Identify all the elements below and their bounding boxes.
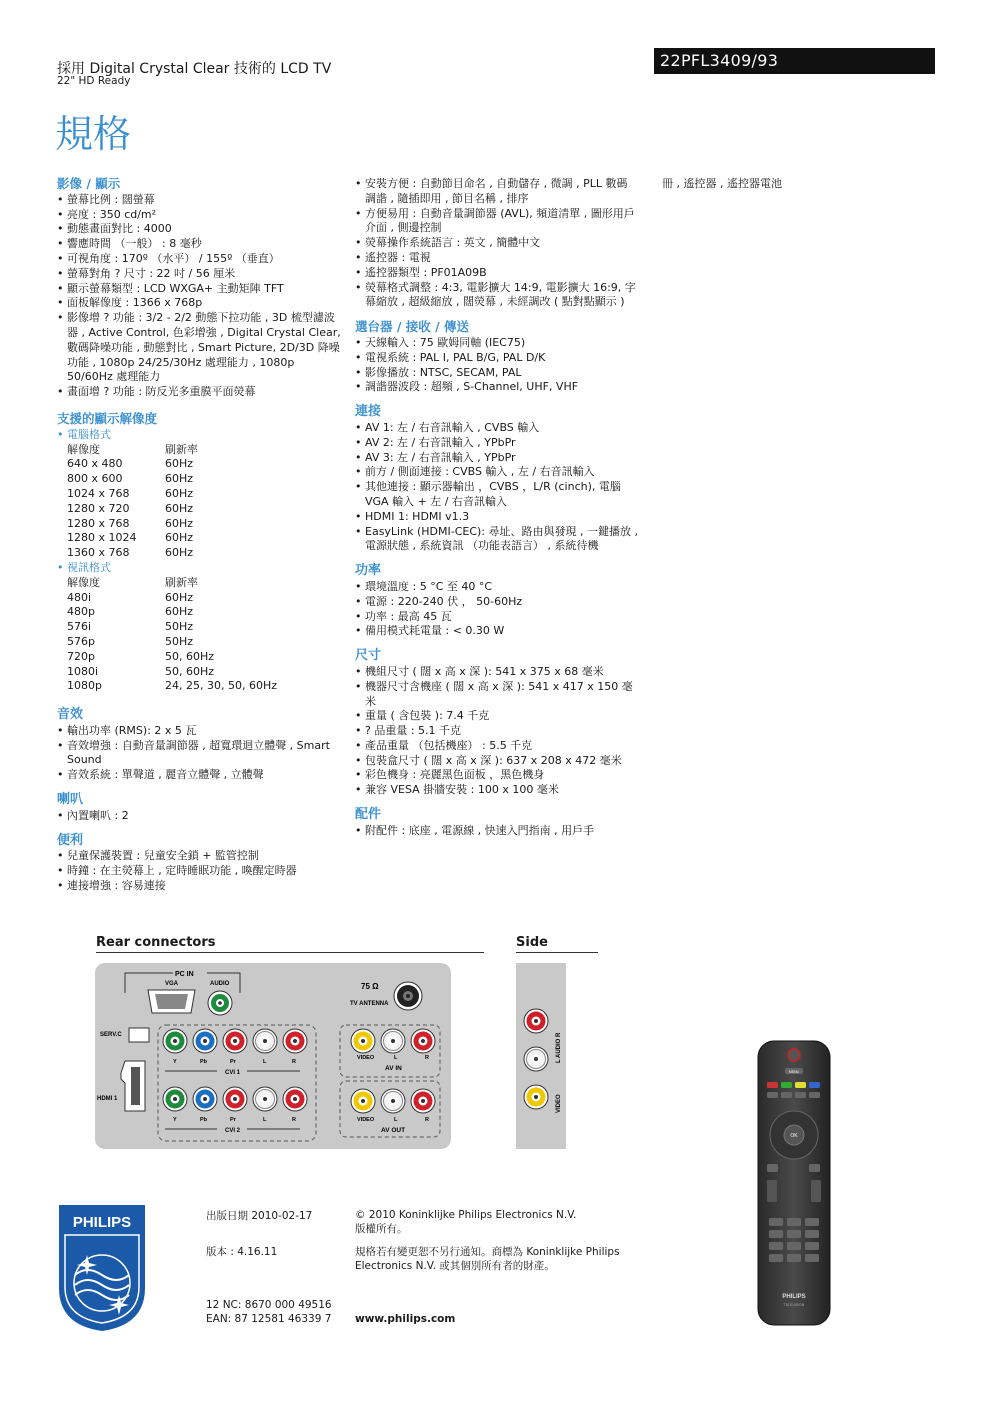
rca-port (223, 1087, 247, 1111)
table-row (67, 531, 198, 546)
table-row (67, 487, 198, 502)
pr-label: Pr (230, 1059, 236, 1065)
remote-control-image (755, 1040, 833, 1326)
rca-port (163, 1029, 187, 1053)
resolution-cell: 1280 x 1024 (67, 531, 137, 545)
resolution-cell: 720p (67, 649, 95, 663)
color-key (781, 1082, 792, 1088)
nav-key (809, 1164, 820, 1172)
rca-port (524, 1085, 548, 1109)
spec-item: • 前方 / 側面連接 : CVBS 輸入 , 左 / 右音訊輸入 (355, 465, 638, 480)
table-row (67, 472, 198, 487)
resolution-cell: 1360 x 768 (67, 546, 130, 560)
table-row (67, 605, 277, 620)
refresh-rate-cell: 50, 60Hz (165, 664, 215, 678)
power-icon (788, 1049, 800, 1061)
spec-item: • 功率 : 最高 45 瓦 (355, 610, 638, 625)
rca-port (193, 1087, 217, 1111)
refresh-rate-cell: 50Hz (165, 634, 194, 648)
logo-text: PHILIPS (72, 1214, 132, 1231)
spec-item: • 其他連接 : 顯示器輸出 ，CVBS ，L/R (cinch), 電腦 VGA 輸入 + 左 / 右音訊輸入 (355, 480, 638, 510)
refresh-rate-cell: 50Hz (165, 620, 194, 634)
spec-item: • 螢幕比例 : 闊螢幕 (57, 193, 342, 208)
pc-resolution-table (67, 443, 198, 561)
spec-item: • 兼容 VESA 掛牆安裝 : 100 x 100 毫米 (355, 783, 638, 798)
ok-label: OK (790, 1133, 798, 1139)
number-key (769, 1218, 783, 1226)
product-subtitle: 22" HD Ready (57, 75, 131, 87)
spec-item: • 影像增 ? 功能 : 3/2 - 2/2 動態下拉功能 , 3D 梳型濾波器 , Active Control, 色彩增強 , Digital Crystal Clear, 數碼降噪功能 , 動態對比 , Smart Picture, 2D/3D 降噪功能 , 1080p 24/25/30Hz 處理能力 , 1080p 50/60Hz 處理能力 (57, 311, 342, 385)
refresh-rate-cell: 60Hz (165, 590, 194, 604)
spec-item: • 電視系統 : PAL I, PAL B/G, PAL D/K (355, 351, 638, 366)
spec-item: • 內置喇叭 : 2 (57, 809, 342, 824)
antenna-port (394, 982, 422, 1010)
convenience-list (57, 849, 342, 893)
section-heading-sound: 音效 (57, 707, 84, 723)
r-label: R (425, 1055, 429, 1061)
table-row (67, 546, 198, 561)
spec-item: • 連接增強 : 容易連接 (57, 879, 342, 894)
refresh-rate-cell: 60Hz (165, 516, 194, 530)
dimensions-list (355, 665, 638, 798)
spec-item: • 調諧器波段 : 超頻 , S-Channel, UHF, VHF (355, 380, 638, 395)
table-row (67, 679, 277, 694)
spec-item: • 天線輸入 : 75 歐姆同軸 (IEC75) (355, 336, 638, 351)
number-key (787, 1242, 801, 1250)
spec-item: • 環境溫度 : 5 °C 至 40 °C (355, 580, 638, 595)
spec-item: • 方便易用 : 自動音量調節器 (AVL), 頻道清單 , 圖形用戶介面 , 側邊控制 (355, 207, 638, 237)
table-row (67, 457, 198, 472)
color-key (795, 1082, 806, 1088)
rca-port (283, 1087, 307, 1111)
spec-column-3 (662, 177, 932, 192)
power-list (355, 580, 638, 639)
spec-item: • 面板解像度 : 1366 x 768p (57, 296, 342, 311)
section-heading-speakers: 喇叭 (57, 792, 84, 808)
function-key (809, 1092, 820, 1098)
rca-port (524, 1047, 548, 1071)
spec-item: • 機組尺寸 ( 闊 x 高 x 深 ): 541 x 375 x 68 毫米 (355, 665, 638, 680)
r-label: R (292, 1117, 296, 1123)
side-audio-label: L AUDIO R (556, 1032, 562, 1063)
spec-item: • 熒幕格式調整 : 4:3, 電影擴大 14:9, 電影擴大 16:9, 字幕縮放 , 超級縮放 , 闊熒幕 , 未經調改 ( 點對點顯示 ) (355, 281, 638, 311)
section-heading-tuner: 選台器 / 接收 / 傳送 (355, 319, 470, 335)
function-key (781, 1092, 792, 1098)
video-format-label: • 視訊格式 (57, 561, 342, 576)
spec-item: • EasyLink (HDMI-CEC): 尋址、路由與發現 , 一鍵播放 , 電源狀態 , 系統資訊 （功能表語言） , 系統待機 (355, 525, 638, 555)
spec-column-1 (57, 177, 342, 904)
number-key (787, 1254, 801, 1262)
spec-item: • 影像播放 : NTSC, SECAM, PAL (355, 366, 638, 381)
connectivity-list (355, 421, 638, 554)
spec-column-2 (355, 177, 638, 849)
number-key (769, 1254, 783, 1262)
rca-port (381, 1029, 405, 1053)
menu-label: MENU (788, 1070, 800, 1074)
resolution-cell: 1280 x 720 (67, 501, 130, 515)
table-row (67, 650, 277, 665)
table-row (67, 517, 198, 532)
side-video-label: VIDEO (556, 1094, 562, 1113)
version: 版本 : 4.16.11 (206, 1246, 278, 1258)
rca-port (351, 1029, 375, 1053)
resolution-cell: 480i (67, 590, 92, 604)
l-label: L (394, 1117, 398, 1123)
audio-label: AUDIO (210, 981, 230, 987)
refresh-rate-cell: 60Hz (165, 486, 194, 500)
resolution-cell: 576p (67, 634, 95, 648)
spec-item: • 顯示螢幕類型 : LCD WXGA+ 主動矩陣 TFT (57, 282, 342, 297)
section-heading-power: 功率 (355, 563, 382, 579)
spec-item: • 重量 ( 含包裝 ): 7.4 千克 (355, 709, 638, 724)
spec-item: • 音效系統 : 單聲道 , 麗音立體聲 , 立體聲 (57, 768, 342, 783)
l-label: L (394, 1055, 398, 1061)
refresh-rate-cell: 60Hz (165, 531, 194, 545)
av-out-label: AV OUT (381, 1127, 406, 1134)
installation-list (355, 177, 638, 310)
table-row (67, 591, 277, 606)
accessories-continued: 冊 , 遙控器 , 遙控器電池 (662, 177, 782, 190)
philips-logo (57, 1203, 147, 1333)
rca-port (253, 1029, 277, 1053)
remote-sub: TELEVISION (783, 1303, 805, 1307)
refresh-rate-cell: 60Hz (165, 605, 194, 619)
pr-label: Pr (230, 1117, 236, 1123)
section-heading-resolution: 支援的顯示解像度 (57, 410, 158, 426)
rights: 版權所有。 (355, 1223, 408, 1235)
resolution-cell: 576i (67, 620, 92, 634)
page-title: 規格 (55, 112, 132, 156)
l-label: L (263, 1059, 267, 1065)
spec-item: • 時鐘 : 在主熒幕上 , 定時睡眠功能 , 喚醒定時器 (57, 864, 342, 879)
refresh-rate-cell: 60Hz (165, 472, 194, 486)
rca-port (283, 1029, 307, 1053)
spec-item: • 動態畫面對比 : 4000 (57, 222, 342, 237)
spec-item: • 可視角度 : 170º （水平） / 155º （垂直） (57, 252, 342, 267)
rca-port (253, 1087, 277, 1111)
website-link[interactable]: www.philips.com (355, 1313, 456, 1325)
spec-item: • 電源 : 220-240 伏 ， 50-60Hz (355, 595, 638, 610)
rca-port (223, 1029, 247, 1053)
function-key (795, 1092, 806, 1098)
spec-item: • 螢幕對角 ? 尺寸 : 22 吋 / 56 厘米 (57, 267, 342, 282)
rca-port (351, 1089, 375, 1113)
function-key (767, 1092, 778, 1098)
section-heading-display: 影像 / 顯示 (57, 176, 121, 191)
rca-ports-side (524, 1009, 548, 1109)
video-resolution-table (67, 576, 277, 694)
spec-item: • 響應時間 （一般） : 8 毫秒 (57, 237, 342, 252)
r-label: R (425, 1117, 429, 1123)
y-label: Y (173, 1117, 177, 1123)
spec-item: • 機器尺寸含機座 ( 闊 x 高 x 深 ): 541 x 417 x 150 毫米 (355, 680, 638, 710)
tv-antenna-label: TV ANTENNA (350, 1001, 389, 1007)
spec-item: • 音效增強 : 自動音量調節器 , 超寬環迴立體聲 , Smart Sound (57, 739, 342, 769)
spec-item: • 附配件 : 底座 , 電源線 , 快速入門指南 , 用戶手 (355, 824, 638, 839)
spec-item: • 畫面增 ? 功能 : 防反光多重膜平面熒幕 (57, 385, 342, 400)
number-key (805, 1230, 819, 1238)
pb-label: Pb (200, 1117, 208, 1123)
refresh-rate-cell: 60Hz (165, 457, 194, 471)
nc-number: 12 NC: 8670 000 49516 (206, 1299, 332, 1311)
hdmi-label: HDMI 1 (97, 1096, 118, 1102)
spec-item: • 遙控器 : 電視 (355, 251, 638, 266)
table-row (67, 502, 198, 517)
res-header: 解像度 (67, 575, 100, 589)
r-label: R (292, 1059, 296, 1065)
spec-item: • 包裝盒尺寸 ( 闊 x 高 x 深 ): 637 x 208 x 472 毫米 (355, 754, 638, 769)
rca-port (193, 1029, 217, 1053)
service-label: SERV.C (100, 1032, 122, 1038)
spec-item: • ? 品重量 : 5.1 千克 (355, 724, 638, 739)
table-row (67, 635, 277, 650)
volume-key (767, 1180, 777, 1202)
service-port (129, 1028, 149, 1042)
vga-port (148, 990, 195, 1013)
y-label: Y (173, 1059, 177, 1065)
video-label: VIDEO (357, 1117, 375, 1123)
resolution-cell: 480p (67, 605, 95, 619)
trademark-notice: 規格若有變更恕不另行通知。商標為 Koninklijke Philips Electronics N.V. 或其個別所有者的財產。 (355, 1246, 620, 1272)
resolution-cell: 1080p (67, 679, 102, 693)
cvi2-label: CVI 2 (225, 1128, 241, 1134)
cvi1-label: CVI 1 (225, 1070, 241, 1076)
number-key (787, 1218, 801, 1226)
rate-header: 刷新率 (165, 575, 198, 589)
number-key (805, 1254, 819, 1262)
spec-item: • 亮度 : 350 cd/m² (57, 208, 342, 223)
copyright: © 2010 Koninklijke Philips Electronics N.V. (355, 1209, 577, 1221)
speakers-list (57, 809, 342, 824)
spec-item: • HDMI 1: HDMI v1.3 (355, 510, 638, 525)
spec-item: • 備用模式耗電量 : < 0.30 W (355, 624, 638, 639)
spec-item: • 安裝方便 : 自動節目命名 , 自動儲存 , 微調 , PLL 數碼調諧 , 隨插即用 , 節目名稱 , 排序 (355, 177, 638, 207)
color-key (809, 1082, 820, 1088)
model-bar (654, 48, 935, 74)
number-key (805, 1218, 819, 1226)
section-heading-convenience: 便利 (57, 832, 84, 848)
rca-port (163, 1087, 187, 1111)
rear-connectors-heading: Rear connectors (96, 935, 484, 953)
hdmi-port (121, 1061, 145, 1111)
rca-port (411, 1029, 435, 1053)
display-list (57, 193, 342, 400)
spec-item: • AV 1: 左 / 右音訊輸入 , CVBS 輸入 (355, 421, 638, 436)
ean-number: EAN: 87 12581 46339 7 (206, 1313, 332, 1325)
spec-item: • 彩色機身 : 亮麗黑色面板 ，黑色機身 (355, 768, 638, 783)
spec-item: • 遙控器類型 : PF01A09B (355, 266, 638, 281)
rate-header: 刷新率 (165, 442, 198, 456)
video-label: VIDEO (357, 1055, 375, 1061)
section-heading-dimensions: 尺寸 (355, 648, 382, 664)
number-key (787, 1230, 801, 1238)
rca-port (381, 1089, 405, 1113)
spec-item: • 熒幕操作系統語言 : 英文 , 簡體中文 (355, 236, 638, 251)
table-row (67, 620, 277, 635)
rear-connector-panel (95, 963, 451, 1149)
spec-item: • 兒童保護裝置 : 兒童安全鎖 + 監管控制 (57, 849, 342, 864)
resolution-cell: 1024 x 768 (67, 486, 130, 500)
resolution-cell: 800 x 600 (67, 472, 123, 486)
refresh-rate-cell: 60Hz (165, 501, 194, 515)
refresh-rate-cell: 24, 25, 30, 50, 60Hz (165, 679, 278, 693)
refresh-rate-cell: 50, 60Hz (165, 649, 215, 663)
rca-port (524, 1009, 548, 1033)
remote-brand: PHILIPS (782, 1294, 806, 1300)
number-key (805, 1242, 819, 1250)
l-label: L (263, 1117, 267, 1123)
av-in-label: AV IN (385, 1065, 402, 1072)
accessories-list (355, 824, 638, 839)
pb-label: Pb (200, 1059, 208, 1065)
resolution-cell: 640 x 480 (67, 457, 123, 471)
pc-in-label: PC IN (175, 971, 194, 978)
resolution-cell: 1280 x 768 (67, 516, 130, 530)
section-heading-accessories: 配件 (355, 807, 382, 823)
resolution-cell: 1080i (67, 664, 99, 678)
channel-key (811, 1180, 821, 1202)
spec-item: • AV 3: 左 / 右音訊輸入 , YPbPr (355, 451, 638, 466)
tuner-list (355, 336, 638, 395)
refresh-rate-cell: 60Hz (165, 546, 194, 560)
number-key (769, 1230, 783, 1238)
color-key (767, 1082, 778, 1088)
res-header: 解像度 (67, 442, 100, 456)
sound-list (57, 724, 342, 783)
side-connector-panel (516, 963, 566, 1149)
spec-item: • 輸出功率 (RMS): 2 x 5 瓦 (57, 724, 342, 739)
product-title: 採用 Digital Crystal Clear 技術的 LCD TV (57, 61, 332, 77)
number-key (769, 1242, 783, 1250)
publish-date: 出版日期 2010-02-17 (206, 1210, 313, 1222)
side-connectors-heading: Side (516, 935, 598, 953)
model-number: 22PFL3409/93 (660, 51, 779, 70)
antenna-ohm-label: 75 Ω (361, 982, 379, 991)
rca-port (411, 1089, 435, 1113)
spec-item: • 產品重量 （包括機座） : 5.5 千克 (355, 739, 638, 754)
section-heading-connectivity: 連接 (355, 404, 382, 420)
spec-item: • AV 2: 左 / 右音訊輸入 , YPbPr (355, 436, 638, 451)
table-row (67, 665, 277, 680)
nav-key (767, 1164, 778, 1172)
vga-label: VGA (165, 981, 179, 987)
audio-port-green (208, 991, 232, 1015)
pc-format-label: • 電腦格式 (57, 428, 342, 443)
